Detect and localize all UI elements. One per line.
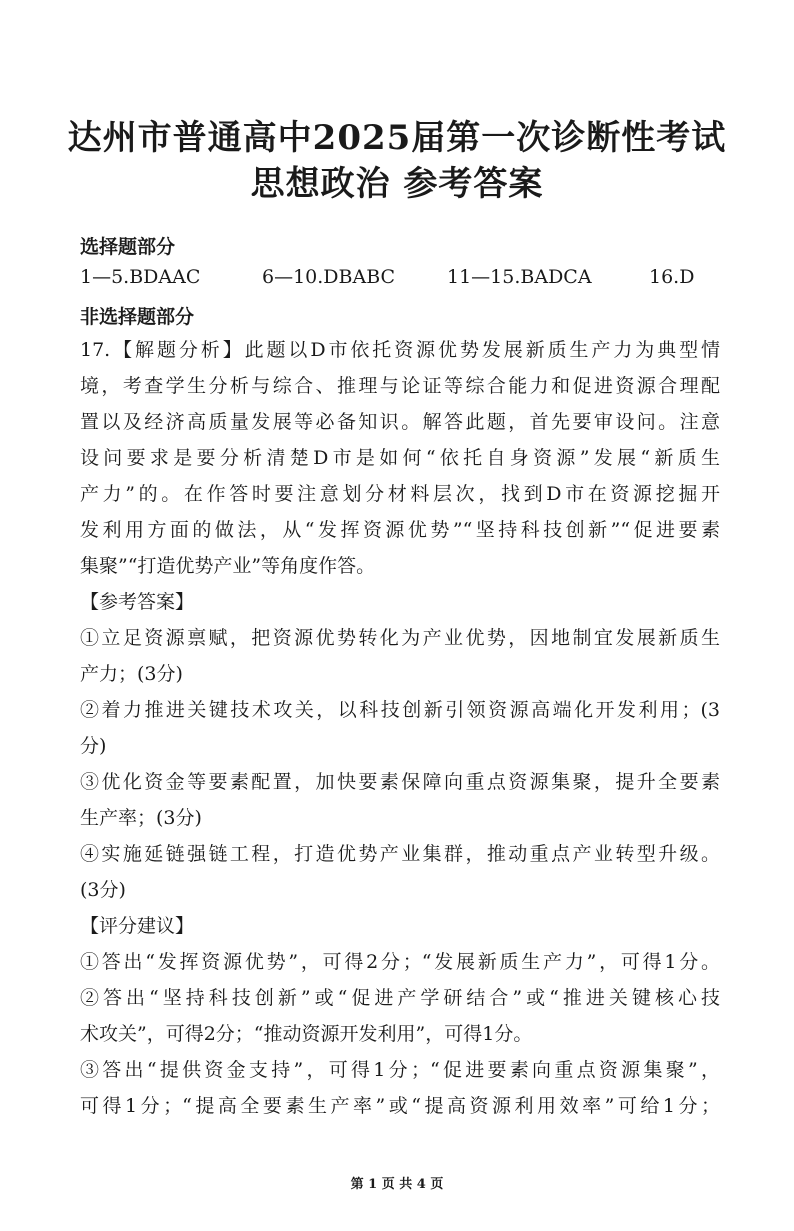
subheading-reference-answer: 【参考答案】 — [80, 591, 195, 613]
answer-group-4: 16.D — [649, 266, 695, 288]
choice-answers — [80, 266, 720, 296]
scoring-item-3: ③答出“提供资金支持”，可得1分；“促进要素向重点资源集聚”， — [80, 1059, 720, 1081]
scoring-item-3-cont: 可得1分；“提高全要素生产率”或“提高资源利用效率”可给1分； — [80, 1095, 720, 1117]
scoring-item-1: ①答出“发挥资源优势”，可得2分；“发展新质生产力”，可得1分。 — [80, 951, 720, 973]
answer-item-1-cont: 产力；(3分) — [80, 663, 183, 685]
scoring-item-2-cont: 术攻关”，可得2分；“推动资源开发利用”，可得1分。 — [80, 1023, 533, 1045]
text-line: 置以及经济高质量发展等必备知识。解答此题，首先要审设问。注意 — [80, 411, 720, 433]
title-line-1: 达州市普通高中2025届第一次诊断性考试 — [67, 118, 727, 158]
scoring-item-2: ②答出“坚持科技创新”或“促进产学研结合”或“推进关键核心技 — [80, 987, 720, 1009]
section-heading-nonchoice: 非选择题部分 — [80, 306, 195, 328]
title-line-2: 思想政治 参考答案 — [250, 164, 544, 204]
text-line: 产力”的。在作答时要注意划分材料层次，找到D市在资源挖掘开 — [80, 483, 720, 505]
subheading-scoring: 【评分建议】 — [80, 915, 195, 937]
answer-group-3: 11—15.BADCA — [447, 266, 592, 288]
text-line: 发利用方面的做法，从“发挥资源优势”“坚持科技创新”“促进要素 — [80, 519, 720, 541]
text-line: 17.【解题分析】此题以D市依托资源优势发展新质生产力为典型情 — [80, 339, 720, 361]
text-line: 境，考查学生分析与综合、推理与论证等综合能力和促进资源合理配 — [80, 375, 720, 397]
text-line: 设问要求是要分析清楚D市是如何“依托自身资源”发展“新质生 — [80, 447, 720, 469]
answer-item-4: ④实施延链强链工程，打造优势产业集群，推动重点产业转型升级。 — [80, 843, 720, 865]
answer-item-1: ①立足资源禀赋，把资源优势转化为产业优势，因地制宜发展新质生 — [80, 627, 720, 649]
section-heading-choice: 选择题部分 — [80, 236, 176, 258]
answer-item-2: ②着力推进关键技术攻关，以科技创新引领资源高端化开发利用；(3 — [80, 699, 720, 721]
page-number-footer: 第 1 页 共 4 页 — [350, 1177, 444, 1192]
answer-item-2-cont: 分) — [80, 735, 107, 757]
answer-item-4-cont: (3分) — [80, 879, 126, 901]
text-line: 集聚”“打造优势产业”等角度作答。 — [80, 555, 376, 577]
answer-item-3-cont: 生产率；(3分) — [80, 807, 202, 829]
answer-item-3: ③优化资金等要素配置，加快要素保障向重点资源集聚，提升全要素 — [80, 771, 720, 793]
answer-group-2: 6—10.DBABC — [262, 266, 396, 288]
answer-group-1: 1—5.BDAAC — [80, 266, 201, 288]
